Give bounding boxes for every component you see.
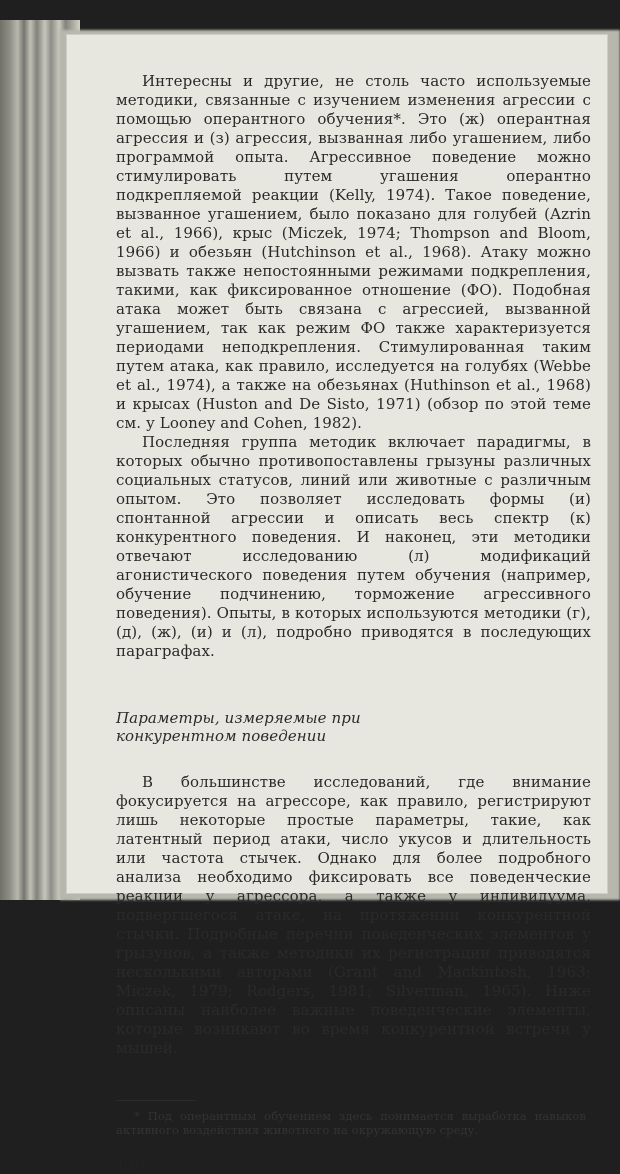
footnote-separator — [116, 1100, 196, 1101]
page-number: 128 — [116, 1155, 145, 1173]
footnote: * Под оперантным обучением здесь понимается выработка навыков активного воздействия животного на окружающую среду. — [116, 1109, 586, 1137]
book-page — [66, 34, 608, 1173]
paragraph-competitive-paradigms: Последняя группа методик включает парадигмы, в которых обычно противопоставлены грызуны различных социальных статусов, линий или животные с различным опытом. Это позволяет исследовать формы (и) спонтанной агрессии и описать весь спектр (к) конкурентного поведения. И наконец, эти методики отвечают исследованию (л) модификаций агонистического поведения путем обучения (например, обучение подчинению, торможение агрессивного поведения). Опыты, в которых используются методики (г), (д), (ж), (и) и (л), подробно приводятся в последующих параграфах. — [116, 433, 591, 660]
paragraph-operant-aggression: Интересны и другие, не столь часто используемые методики, связанные с изучением изменения агрессии с помощью оперантного обучения*. Это (ж) оперантная агрессия и (з) агрессия, вызванная либо угашением, либо программой опыта. Агрессивное поведение можно стимулировать путем угашения оперантно подкрепляемой реакции (Kelly, 1974). Такое поведение, вызванное угашением, было показано для голубей (Azrin et al., 1966), крыс (Miczek, 1974; Thompson and Bloom, 1966) и обезьян (Hutchinson et al., 1968). Атаку можно вызвать также непостоянными режимами подкрепления, такими, как фиксированное отношение (ФО). Подобная атака может быть связана с агрессией, вызванной угашением, так как режим ФО также характеризуется периодами неподкрепления. Стимулированная таким путем атака, как правило, исследуется на голубях (Webbe et al., 1974), а также на обезьянах (Huthinson et al., 1968) и крысах (Huston and De Sisto, 1971) (обзор по этой теме см. у Looney and Cohen, 1982). — [116, 72, 591, 432]
page-content — [116, 72, 591, 1174]
section-paragraph: В большинстве исследований, где внимание фокусируется на агрессоре, как правило, регистрируют лишь некоторые простые параметры, такие, как латентный период атаки, число укусов и длительность или частота стычек. Однако для более подробного анализа необходимо фиксировать все поведенческие реакции у агрессора, а также у индивидуума, подвергшегося атаке, на протяжении конкурентной стычки. Подробные перечни поведенческих элементов у грызунов, а также методики их регистрации приводятся несколькими авторами (Grant and Mackintosh, 1963; Miczek, 1979; Rodgers, 1981; Silverman, 1965). Ниже описаны наиболее важные поведенческие элементы, которые возникают во время конкурентной встречи у мышей. — [116, 773, 591, 1057]
section-title: Параметры, измеряемые при конкурентном поведении — [116, 709, 361, 745]
